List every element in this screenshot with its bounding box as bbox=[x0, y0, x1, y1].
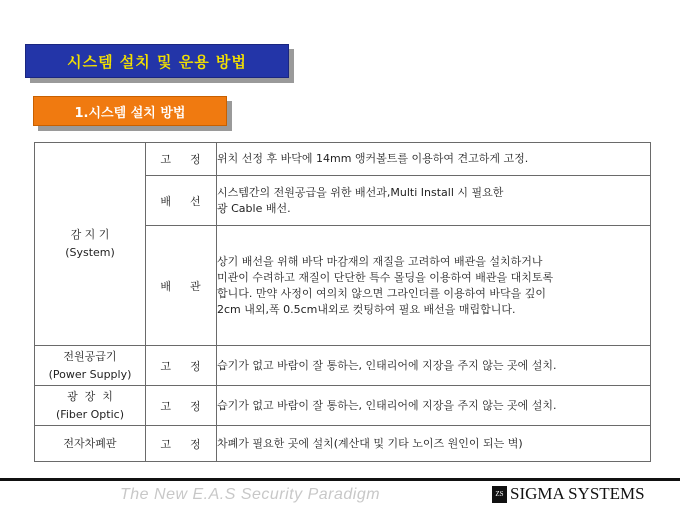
brand-name: SIGMA SYSTEMS bbox=[510, 484, 645, 503]
description-cell: 습기가 없고 바람이 잘 통하는, 인태리어에 지장을 주지 않는 곳에 설치. bbox=[217, 346, 651, 386]
brand-logo bbox=[492, 484, 645, 504]
description-line: 시스템간의 전원공급을 위한 배선과,Multi Install 시 필요한 bbox=[217, 185, 504, 199]
description-cell bbox=[217, 226, 651, 346]
category-cell-power bbox=[35, 346, 146, 386]
description-cell bbox=[217, 176, 651, 226]
table-row bbox=[35, 143, 651, 176]
installation-table bbox=[34, 142, 651, 462]
category-cell-sensor bbox=[35, 143, 146, 346]
subcategory-cell: 배 선 bbox=[146, 176, 217, 226]
description-cell: 습기가 없고 바람이 잘 통하는, 인태리어에 지장을 주지 않는 곳에 설치. bbox=[217, 386, 651, 426]
description-cell: 위치 선정 후 바닥에 14mm 앵커볼트를 이용하여 견고하게 고정. bbox=[217, 143, 651, 176]
table-row bbox=[35, 346, 651, 386]
subcategory-cell: 고 정 bbox=[146, 386, 217, 426]
category-name: 감 지 기 bbox=[70, 228, 110, 241]
category-english: (System) bbox=[65, 246, 115, 259]
subcategory-cell: 고 정 bbox=[146, 426, 217, 462]
subcategory-cell: 고 정 bbox=[146, 143, 217, 176]
category-name: 전원공급기 bbox=[63, 349, 117, 363]
section-title: 1.시스템 설치 방법 bbox=[74, 105, 186, 121]
footer-divider bbox=[0, 478, 680, 481]
description-line: 합니다. 만약 사정이 여의치 않으면 그라인더를 이용하여 바닥을 깊이 bbox=[217, 286, 546, 300]
subcategory-cell: 고 정 bbox=[146, 346, 217, 386]
category-cell-fiber bbox=[35, 386, 146, 426]
description-line: 광 Cable 배선. bbox=[217, 201, 291, 215]
brand-mark-icon: ZS bbox=[492, 486, 507, 503]
subcategory-cell: 배 관 bbox=[146, 226, 217, 346]
category-name: 전자차폐판 bbox=[63, 436, 117, 450]
table-row bbox=[35, 426, 651, 462]
description-cell: 차폐가 필요한 곳에 설치(계산대 및 기타 노이즈 원인이 되는 벽) bbox=[217, 426, 651, 462]
category-english: (Fiber Optic) bbox=[56, 407, 124, 421]
page-title: 시스템 설치 및 운용 방법 bbox=[67, 52, 247, 71]
table-row bbox=[35, 386, 651, 426]
category-name: 광 장 치 bbox=[67, 389, 113, 403]
page-title-banner bbox=[25, 44, 289, 78]
footer-tagline: The New E.A.S Security Paradigm bbox=[120, 486, 381, 503]
category-english: (Power Supply) bbox=[48, 367, 132, 381]
section-title-banner bbox=[33, 96, 227, 126]
description-line: 상기 배선을 위해 바닥 마감재의 재질을 고려하여 배관을 설치하거나 bbox=[217, 254, 543, 268]
category-cell-shield bbox=[35, 426, 146, 462]
description-line: 미관이 수려하고 재질이 단단한 특수 몰딩을 이용하여 배관을 대치토록 bbox=[217, 270, 554, 284]
description-line: 2cm 내외,폭 0.5cm내외로 컷팅하여 필요 배선을 매립합니다. bbox=[217, 302, 516, 316]
